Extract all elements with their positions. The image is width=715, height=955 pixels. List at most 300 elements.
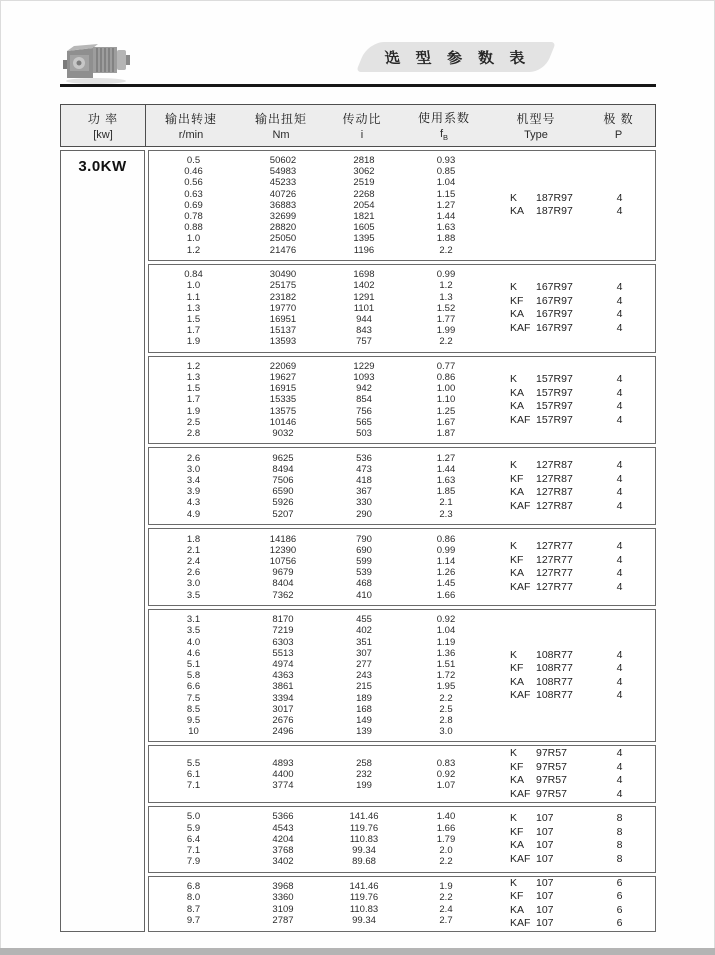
cell-value: 455	[356, 614, 372, 626]
cell-value: 1.7	[186, 394, 201, 406]
pole-count: 4	[616, 472, 623, 485]
cell-value: 149	[356, 715, 372, 727]
pole-count: 4	[616, 662, 623, 675]
cell-value: 4.9	[186, 508, 201, 520]
model-type: KF 107	[510, 890, 554, 902]
pole-count: 8	[616, 839, 623, 852]
cell-value: 45233	[269, 177, 297, 189]
cell-value: 5.0	[186, 811, 201, 823]
pole-count: 8	[616, 825, 623, 838]
power-label: 功 率	[87, 112, 119, 126]
cell-value: 0.83	[436, 757, 456, 769]
cell-value: 4400	[272, 768, 294, 780]
cell-value: 40726	[269, 188, 297, 200]
col-unit: r/min	[178, 129, 204, 141]
poles-column	[584, 812, 655, 866]
cell-value: 10	[188, 726, 199, 738]
cell-value: 1.66	[436, 822, 456, 834]
cell-value: 2.2	[439, 336, 453, 348]
ratio-column	[328, 807, 400, 871]
cell-value: 32699	[269, 211, 297, 223]
torque-column	[238, 530, 328, 605]
cell-value: 1.0	[186, 233, 201, 245]
col-unit: $f_B$	[439, 127, 449, 143]
cell-value: 536	[356, 452, 372, 464]
cell-value: 1.25	[436, 405, 456, 417]
cell-value: 19770	[269, 302, 297, 314]
cell-value: 351	[356, 636, 372, 648]
cell-value: 1.85	[436, 486, 456, 498]
power-unit: [kw]	[93, 129, 113, 141]
model-type: KF 127R77	[510, 553, 573, 566]
type-column	[492, 877, 584, 931]
model-type: KA 107	[510, 903, 554, 916]
pole-count: 4	[616, 308, 623, 321]
table-header	[60, 104, 656, 147]
cell-value: 7.1	[186, 780, 201, 792]
table-block-1	[148, 264, 656, 353]
cell-value: 1.45	[436, 578, 456, 590]
cell-value: 1.27	[436, 199, 456, 211]
cell-value: 119.76	[349, 822, 379, 834]
cell-value: 7.5	[186, 692, 201, 704]
cell-value: 0.85	[436, 166, 456, 178]
cell-value: 2054	[353, 199, 375, 211]
cell-value: 141.46	[349, 811, 379, 823]
poles-column	[584, 373, 655, 427]
table-block-4	[148, 528, 656, 606]
torque-column	[238, 151, 328, 260]
model-type: KAF 157R97	[510, 413, 573, 426]
model-type: KAF 108R77	[510, 689, 573, 702]
cell-value: 2519	[353, 177, 375, 189]
pole-count: 4	[616, 400, 623, 413]
cell-value: 402	[356, 625, 372, 637]
cell-value: 4363	[272, 670, 294, 682]
cell-value: 14186	[269, 533, 297, 545]
factor-column	[400, 449, 492, 524]
cell-value: 2.6	[186, 567, 201, 579]
col-label: 使用系数	[417, 110, 470, 125]
cell-value: 1402	[353, 280, 375, 292]
pole-count: 4	[616, 386, 623, 399]
cell-value: 23182	[269, 291, 297, 303]
cell-value: 0.93	[436, 155, 456, 166]
cell-value: 7219	[272, 625, 294, 637]
col-unit: i	[360, 129, 364, 141]
cell-value: 99.34	[352, 845, 376, 857]
page-footer-strip	[0, 948, 715, 955]
cell-value: 22069	[269, 360, 297, 372]
cell-value: 0.99	[436, 544, 456, 556]
factor-column	[400, 265, 492, 351]
pole-count: 4	[616, 567, 623, 580]
cell-value: 1.1	[186, 291, 201, 303]
cell-value: 5366	[272, 811, 294, 823]
model-type: KA 157R97	[510, 386, 573, 399]
model-type: KF 127R87	[510, 472, 573, 485]
cell-value: 4.0	[186, 636, 201, 648]
cell-value: 756	[356, 405, 372, 417]
factor-column	[400, 530, 492, 605]
pole-count: 4	[616, 281, 623, 294]
cell-value: 21476	[269, 244, 297, 256]
cell-value: 3774	[272, 780, 294, 792]
model-type: KAF 107	[510, 852, 554, 865]
cell-value: 8404	[272, 578, 294, 590]
model-type: K 167R97	[510, 281, 573, 294]
speed-column	[149, 610, 238, 741]
cell-value: 3402	[272, 856, 294, 868]
col-header-5	[582, 105, 655, 146]
cell-value: 790	[356, 533, 372, 545]
col-header-1	[236, 105, 326, 146]
col-label: 机型号	[516, 112, 556, 126]
cell-value: 1.52	[436, 302, 456, 314]
cell-value: 1229	[353, 360, 375, 372]
cell-value: 119.76	[349, 892, 379, 904]
ratio-column	[328, 530, 400, 605]
cell-value: 2.1	[186, 544, 201, 556]
cell-value: 8494	[272, 463, 294, 475]
ratio-column	[328, 754, 400, 796]
speed-column	[149, 530, 238, 605]
cell-value: 30490	[269, 269, 297, 281]
torque-column	[238, 807, 328, 871]
cell-value: 5.1	[186, 659, 201, 671]
cell-value: 503	[356, 428, 372, 440]
model-type: K 107	[510, 812, 554, 825]
cell-value: 1.44	[436, 463, 456, 475]
cell-value: 36883	[269, 199, 297, 211]
cell-value: 944	[356, 313, 372, 325]
header-rule	[60, 84, 656, 87]
cell-value: 4893	[272, 757, 294, 769]
type-column	[492, 373, 584, 427]
cell-value: 0.84	[184, 269, 203, 281]
cell-value: 1.3	[186, 372, 201, 384]
type-column	[492, 812, 584, 866]
cell-value: 8.5	[186, 703, 201, 715]
gear-motor-photo	[62, 36, 132, 86]
cell-value: 3017	[272, 703, 294, 715]
cell-value: 1.36	[436, 647, 456, 659]
cell-value: 473	[356, 463, 372, 475]
cell-value: 410	[356, 589, 372, 601]
cell-value: 2268	[353, 188, 375, 200]
model-type: K 127R87	[510, 459, 573, 472]
cell-value: 2.8	[186, 428, 201, 440]
cell-value: 1.9	[439, 881, 453, 893]
data-blocks	[148, 150, 656, 932]
cell-value: 3062	[353, 166, 375, 178]
model-type: K 108R77	[510, 648, 573, 661]
cell-value: 99.34	[352, 914, 376, 926]
cell-value: 3394	[272, 692, 294, 704]
pole-count: 4	[616, 321, 623, 334]
pole-count: 4	[616, 774, 623, 787]
cell-value: 50602	[269, 155, 297, 166]
cell-value: 1.3	[186, 302, 201, 314]
cell-value: 0.86	[436, 533, 456, 545]
cell-value: 13575	[269, 405, 297, 417]
poles-column	[584, 192, 655, 219]
cell-value: 1101	[353, 302, 375, 314]
cell-value: 1.5	[186, 313, 201, 325]
model-type: K 187R97	[510, 191, 573, 204]
cell-value: 0.63	[184, 188, 203, 200]
poles-column	[584, 281, 655, 335]
cell-value: 4543	[272, 822, 294, 834]
col-header-0	[146, 105, 236, 146]
cell-value: 2.2	[439, 892, 453, 904]
cell-value: 8.7	[186, 903, 201, 915]
cell-value: 5.5	[186, 757, 201, 769]
poles-column	[584, 747, 655, 801]
cell-value: 2.5	[439, 703, 453, 715]
pole-count: 8	[616, 852, 623, 865]
cell-value: 0.69	[184, 199, 203, 211]
pole-count: 6	[616, 876, 623, 889]
pole-count: 4	[616, 486, 623, 499]
cell-value: 0.78	[184, 211, 203, 223]
cell-value: 25050	[269, 233, 297, 245]
cell-value: 468	[356, 578, 372, 590]
cell-value: 10146	[269, 416, 297, 428]
cell-value: 1.72	[436, 670, 456, 682]
cell-value: 1093	[353, 372, 375, 384]
cell-value: 6.6	[186, 681, 201, 693]
col-unit: Nm	[272, 129, 290, 141]
cell-value: 232	[356, 768, 372, 780]
cell-value: 0.46	[184, 166, 203, 178]
cell-value: 6303	[272, 636, 294, 648]
col-label: 输出扭矩	[254, 112, 307, 126]
cell-value: 6.1	[186, 768, 201, 780]
pole-count: 6	[616, 903, 623, 916]
pole-count: 8	[616, 812, 623, 825]
cell-value: 0.88	[184, 222, 203, 234]
poles-column	[584, 540, 655, 594]
cell-value: 9625	[272, 452, 294, 464]
torque-column	[238, 357, 328, 443]
cell-value: 1.2	[186, 360, 201, 372]
cell-value: 1395	[353, 233, 375, 245]
cell-value: 15137	[269, 325, 297, 337]
table-block-5	[148, 609, 656, 742]
col-label: 传动比	[342, 112, 382, 126]
cell-value: 2.1	[439, 497, 453, 509]
cell-value: 2.4	[439, 903, 453, 915]
model-type: KAF 127R77	[510, 580, 573, 593]
model-type: KAF 97R57	[510, 787, 567, 800]
cell-value: 277	[356, 659, 372, 671]
type-column	[492, 281, 584, 335]
cell-value: 843	[356, 325, 372, 337]
col-label: 极 数	[603, 112, 634, 126]
cell-value: 2.3	[439, 508, 453, 520]
cell-value: 3.5	[186, 589, 201, 601]
cell-value: 1.9	[186, 405, 201, 417]
cell-value: 9.7	[186, 914, 201, 926]
cell-value: 3768	[272, 845, 294, 857]
cell-value: 1.99	[436, 325, 456, 337]
cell-value: 9032	[272, 428, 294, 440]
cell-value: 1698	[353, 269, 375, 281]
cell-value: 2.6	[186, 452, 201, 464]
cell-value: 418	[356, 475, 372, 487]
cell-value: 0.99	[436, 269, 456, 281]
cell-value: 189	[356, 692, 372, 704]
cell-value: 1.77	[436, 313, 456, 325]
cell-value: 4.3	[186, 497, 201, 509]
cell-value: 7.9	[186, 856, 201, 868]
cell-value: 0.77	[436, 360, 456, 372]
cell-value: 2818	[353, 155, 375, 166]
factor-column	[400, 877, 492, 930]
cell-value: 19627	[269, 372, 297, 384]
col-unit: Type	[524, 129, 548, 141]
cell-value: 0.92	[436, 768, 456, 780]
cell-value: 2.5	[186, 416, 201, 428]
model-type: KA 157R97	[510, 400, 573, 413]
speed-column	[149, 265, 238, 351]
cell-value: 2.8	[439, 715, 453, 727]
factor-column	[400, 754, 492, 796]
factor-column	[400, 807, 492, 871]
cell-value: 1.14	[436, 556, 456, 568]
poles-column	[584, 649, 655, 703]
poles-column	[584, 459, 655, 513]
cell-value: 7506	[272, 475, 294, 487]
cell-value: 2787	[272, 914, 294, 926]
table-block-0	[148, 150, 656, 261]
pole-count: 4	[616, 205, 623, 218]
cell-value: 1.63	[436, 222, 456, 234]
cell-value: 1.0	[186, 280, 201, 292]
cell-value: 10756	[269, 556, 297, 568]
cell-value: 6.8	[186, 881, 201, 893]
cell-value: 942	[356, 383, 372, 395]
model-type: KF 167R97	[510, 294, 573, 307]
pole-count: 4	[616, 689, 623, 702]
cell-value: 7.1	[186, 845, 201, 857]
cell-value: 4.6	[186, 647, 201, 659]
pole-count: 4	[616, 553, 623, 566]
type-column	[492, 459, 584, 513]
ratio-column	[328, 449, 400, 524]
power-column	[60, 150, 145, 932]
cell-value: 110.83	[349, 903, 379, 915]
cell-value: 1.04	[436, 625, 456, 637]
cell-value: 1.10	[436, 394, 456, 406]
cell-value: 1291	[353, 291, 375, 303]
cell-value: 258	[356, 757, 372, 769]
cell-value: 1.26	[436, 567, 456, 579]
cell-value: 1196	[353, 244, 375, 256]
pole-count: 6	[616, 917, 623, 929]
cell-value: 5513	[272, 647, 294, 659]
cell-value: 757	[356, 336, 372, 348]
pole-count: 4	[616, 191, 623, 204]
cell-value: 110.83	[349, 833, 379, 845]
cell-value: 5926	[272, 497, 294, 509]
pole-count: 4	[616, 413, 623, 426]
cell-value: 1821	[353, 211, 375, 223]
cell-value: 3.1	[186, 614, 201, 626]
pole-count: 4	[616, 499, 623, 512]
model-type: K 127R77	[510, 540, 573, 553]
cell-value: 2496	[272, 726, 294, 738]
pole-count: 6	[616, 890, 623, 902]
cell-value: 2.2	[439, 244, 453, 256]
speed-column	[149, 877, 238, 930]
cell-value: 1.07	[436, 780, 456, 792]
cell-value: 1.87	[436, 428, 456, 440]
cell-value: 3109	[272, 903, 294, 915]
cell-value: 1.04	[436, 177, 456, 189]
cell-value: 565	[356, 416, 372, 428]
cell-value: 1.00	[436, 383, 456, 395]
cell-value: 539	[356, 567, 372, 579]
model-type: K 107	[510, 876, 554, 889]
pole-count: 4	[616, 540, 623, 553]
ratio-column	[328, 357, 400, 443]
cell-value: 2.0	[439, 845, 453, 857]
cell-value: 0.5	[186, 155, 201, 166]
model-type: KA 127R87	[510, 486, 573, 499]
model-type: KF 97R57	[510, 760, 567, 773]
cell-value: 243	[356, 670, 372, 682]
pole-count: 4	[616, 747, 623, 760]
cell-value: 1.88	[436, 233, 456, 245]
col-label: 输出转速	[164, 112, 217, 126]
speed-column	[149, 754, 238, 796]
cell-value: 1.63	[436, 475, 456, 487]
cell-value: 2.2	[439, 692, 453, 704]
cell-value: 8.0	[186, 892, 201, 904]
cell-value: 330	[356, 497, 372, 509]
model-type: KA 107	[510, 839, 554, 852]
cell-value: 1.27	[436, 452, 456, 464]
cell-value: 16951	[269, 313, 297, 325]
torque-column	[238, 877, 328, 930]
table-block-7	[148, 806, 656, 872]
type-column	[492, 540, 584, 594]
cell-value: 690	[356, 544, 372, 556]
pole-count: 4	[616, 459, 623, 472]
cell-value: 2.7	[439, 914, 453, 926]
col-header-4	[490, 105, 582, 146]
ratio-column	[328, 877, 400, 930]
cell-value: 28820	[269, 222, 297, 234]
cell-value: 1.8	[186, 533, 201, 545]
pole-count: 4	[616, 373, 623, 386]
speed-column	[149, 151, 238, 260]
factor-column	[400, 610, 492, 741]
cell-value: 1.51	[436, 659, 456, 671]
cell-value: 1.44	[436, 211, 456, 223]
cell-value: 9.5	[186, 715, 201, 727]
col-header-2	[326, 105, 398, 146]
cell-value: 0.86	[436, 372, 456, 384]
speed-column	[149, 807, 238, 871]
cell-value: 54983	[269, 166, 297, 178]
gear-motor-icon	[62, 36, 132, 86]
table-block-8	[148, 876, 656, 932]
torque-column	[238, 449, 328, 524]
model-type: KA 167R97	[510, 308, 573, 321]
